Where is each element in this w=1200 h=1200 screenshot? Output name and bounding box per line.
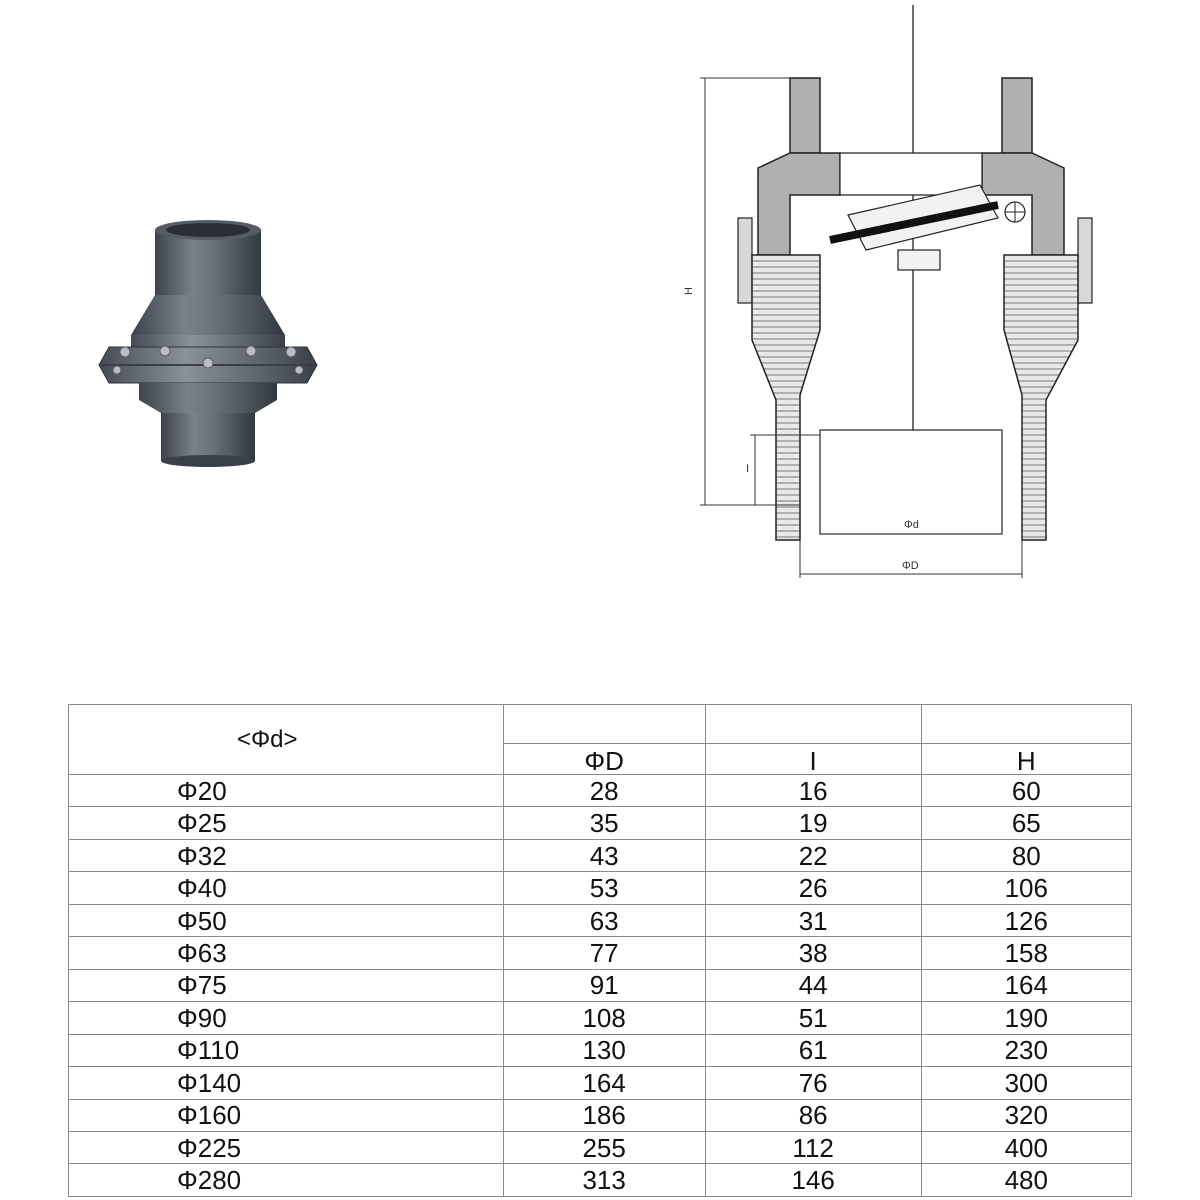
header-corner: <Φd> <box>69 705 504 775</box>
size-cell: Φ40 <box>69 872 504 904</box>
table-row <box>69 969 1132 1001</box>
table-row <box>69 1002 1132 1034</box>
table-row <box>69 1034 1132 1066</box>
header-height: H <box>921 744 1131 775</box>
table-row <box>69 775 1132 807</box>
size-cell: Φ75 <box>69 969 504 1001</box>
outer-dia-cell: 130 <box>503 1034 705 1066</box>
size-cell: Φ90 <box>69 1002 504 1034</box>
height-cell: 230 <box>921 1034 1131 1066</box>
outer-dia-cell: 43 <box>503 839 705 871</box>
socket-length-label: I <box>746 463 750 475</box>
header-spacer <box>705 705 921 744</box>
table-row <box>69 1131 1132 1163</box>
outer-dia-cell: 63 <box>503 904 705 936</box>
height-label: H <box>683 287 695 295</box>
height-cell: 106 <box>921 872 1131 904</box>
valve-photo <box>95 195 335 485</box>
size-cell: Φ160 <box>69 1099 504 1131</box>
height-cell: 80 <box>921 839 1131 871</box>
socket-length-cell: 61 <box>705 1034 921 1066</box>
header-spacer <box>503 705 705 744</box>
table-header-top <box>69 705 1132 744</box>
height-cell: 400 <box>921 1131 1131 1163</box>
outer-dia-cell: 35 <box>503 807 705 839</box>
socket-length-cell: 26 <box>705 872 921 904</box>
table-row <box>69 1067 1132 1099</box>
socket-length-cell: 51 <box>705 1002 921 1034</box>
table-row <box>69 1164 1132 1197</box>
socket-length-cell: 19 <box>705 807 921 839</box>
outer-dia-cell: 53 <box>503 872 705 904</box>
height-cell: 300 <box>921 1067 1131 1099</box>
socket-length-cell: 22 <box>705 839 921 871</box>
socket-length-cell: 146 <box>705 1164 921 1197</box>
height-cell: 190 <box>921 1002 1131 1034</box>
size-cell: Φ280 <box>69 1164 504 1197</box>
height-cell: 164 <box>921 969 1131 1001</box>
table-row <box>69 839 1132 871</box>
size-cell: Φ63 <box>69 937 504 969</box>
size-cell: Φ140 <box>69 1067 504 1099</box>
outer-dia-label: ΦD <box>902 560 919 572</box>
height-cell: 158 <box>921 937 1131 969</box>
table-row <box>69 904 1132 936</box>
socket-length-cell: 31 <box>705 904 921 936</box>
socket-length-cell: 38 <box>705 937 921 969</box>
header-socket-length: I <box>705 744 921 775</box>
size-cell: Φ50 <box>69 904 504 936</box>
inner-dia-label: Φd <box>904 519 919 531</box>
height-cell: 320 <box>921 1099 1131 1131</box>
header-outer-dia: ΦD <box>503 744 705 775</box>
socket-length-cell: 76 <box>705 1067 921 1099</box>
height-cell: 65 <box>921 807 1131 839</box>
table-row <box>69 1099 1132 1131</box>
height-cell: 126 <box>921 904 1131 936</box>
outer-dia-cell: 28 <box>503 775 705 807</box>
outer-dia-cell: 255 <box>503 1131 705 1163</box>
socket-length-cell: 86 <box>705 1099 921 1131</box>
outer-dia-cell: 91 <box>503 969 705 1001</box>
height-cell: 480 <box>921 1164 1131 1197</box>
table-row <box>69 872 1132 904</box>
header-spacer <box>921 705 1131 744</box>
size-cell: Φ20 <box>69 775 504 807</box>
outer-dia-cell: 313 <box>503 1164 705 1197</box>
size-cell: Φ25 <box>69 807 504 839</box>
size-cell: Φ225 <box>69 1131 504 1163</box>
socket-length-cell: 16 <box>705 775 921 807</box>
outer-dia-cell: 108 <box>503 1002 705 1034</box>
outer-dia-cell: 164 <box>503 1067 705 1099</box>
outer-dia-cell: 186 <box>503 1099 705 1131</box>
socket-length-cell: 44 <box>705 969 921 1001</box>
size-cell: Φ32 <box>69 839 504 871</box>
outer-dia-cell: 77 <box>503 937 705 969</box>
size-cell: Φ110 <box>69 1034 504 1066</box>
table-row <box>69 807 1132 839</box>
dimensions-table <box>68 704 1132 1197</box>
table-row <box>69 937 1132 969</box>
socket-length-cell: 112 <box>705 1131 921 1163</box>
spec-table <box>68 704 1132 1197</box>
height-cell: 60 <box>921 775 1131 807</box>
cross-section-drawing <box>680 0 1120 590</box>
